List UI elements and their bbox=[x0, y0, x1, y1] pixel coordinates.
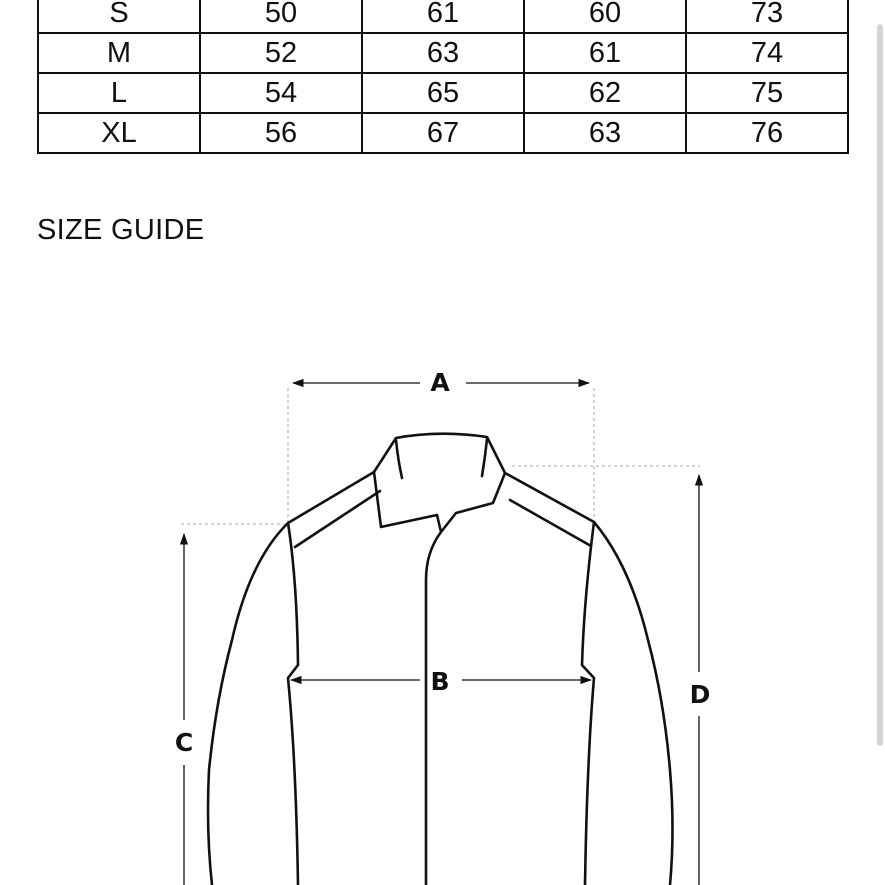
measurement-cell: 65 bbox=[362, 73, 524, 113]
measurement-cell: 63 bbox=[362, 33, 524, 73]
measurement-cell: 61 bbox=[524, 33, 686, 73]
measurement-cell: 56 bbox=[200, 113, 362, 153]
label-b: B bbox=[430, 667, 450, 696]
size-label-cell: M bbox=[38, 33, 200, 73]
measurement-cell: 60 bbox=[524, 0, 686, 33]
size-label-cell: XL bbox=[38, 113, 200, 153]
size-label-cell: S bbox=[38, 0, 200, 33]
label-c: C bbox=[174, 728, 194, 757]
jacket-outline-icon bbox=[208, 434, 673, 885]
label-d: D bbox=[689, 680, 711, 709]
measurement-cell: 76 bbox=[686, 113, 848, 153]
measurement-cell: 52 bbox=[200, 33, 362, 73]
dashed-guides bbox=[181, 388, 700, 524]
measurement-cell: 67 bbox=[362, 113, 524, 153]
measurement-cell: 75 bbox=[686, 73, 848, 113]
measurement-cell: 54 bbox=[200, 73, 362, 113]
measurement-arrows bbox=[184, 383, 699, 885]
size-label-cell: L bbox=[38, 73, 200, 113]
size-guide-heading: SIZE GUIDE bbox=[37, 214, 205, 246]
measurement-cell: 50 bbox=[200, 0, 362, 33]
scrollbar-thumb[interactable] bbox=[877, 24, 883, 746]
scrollbar[interactable] bbox=[875, 0, 885, 885]
measurement-cell: 63 bbox=[524, 113, 686, 153]
measurement-cell: 74 bbox=[686, 33, 848, 73]
measurement-cell: 61 bbox=[362, 0, 524, 33]
measurement-cell: 73 bbox=[686, 0, 848, 33]
label-a: A bbox=[430, 368, 450, 397]
measurement-cell: 62 bbox=[524, 73, 686, 113]
